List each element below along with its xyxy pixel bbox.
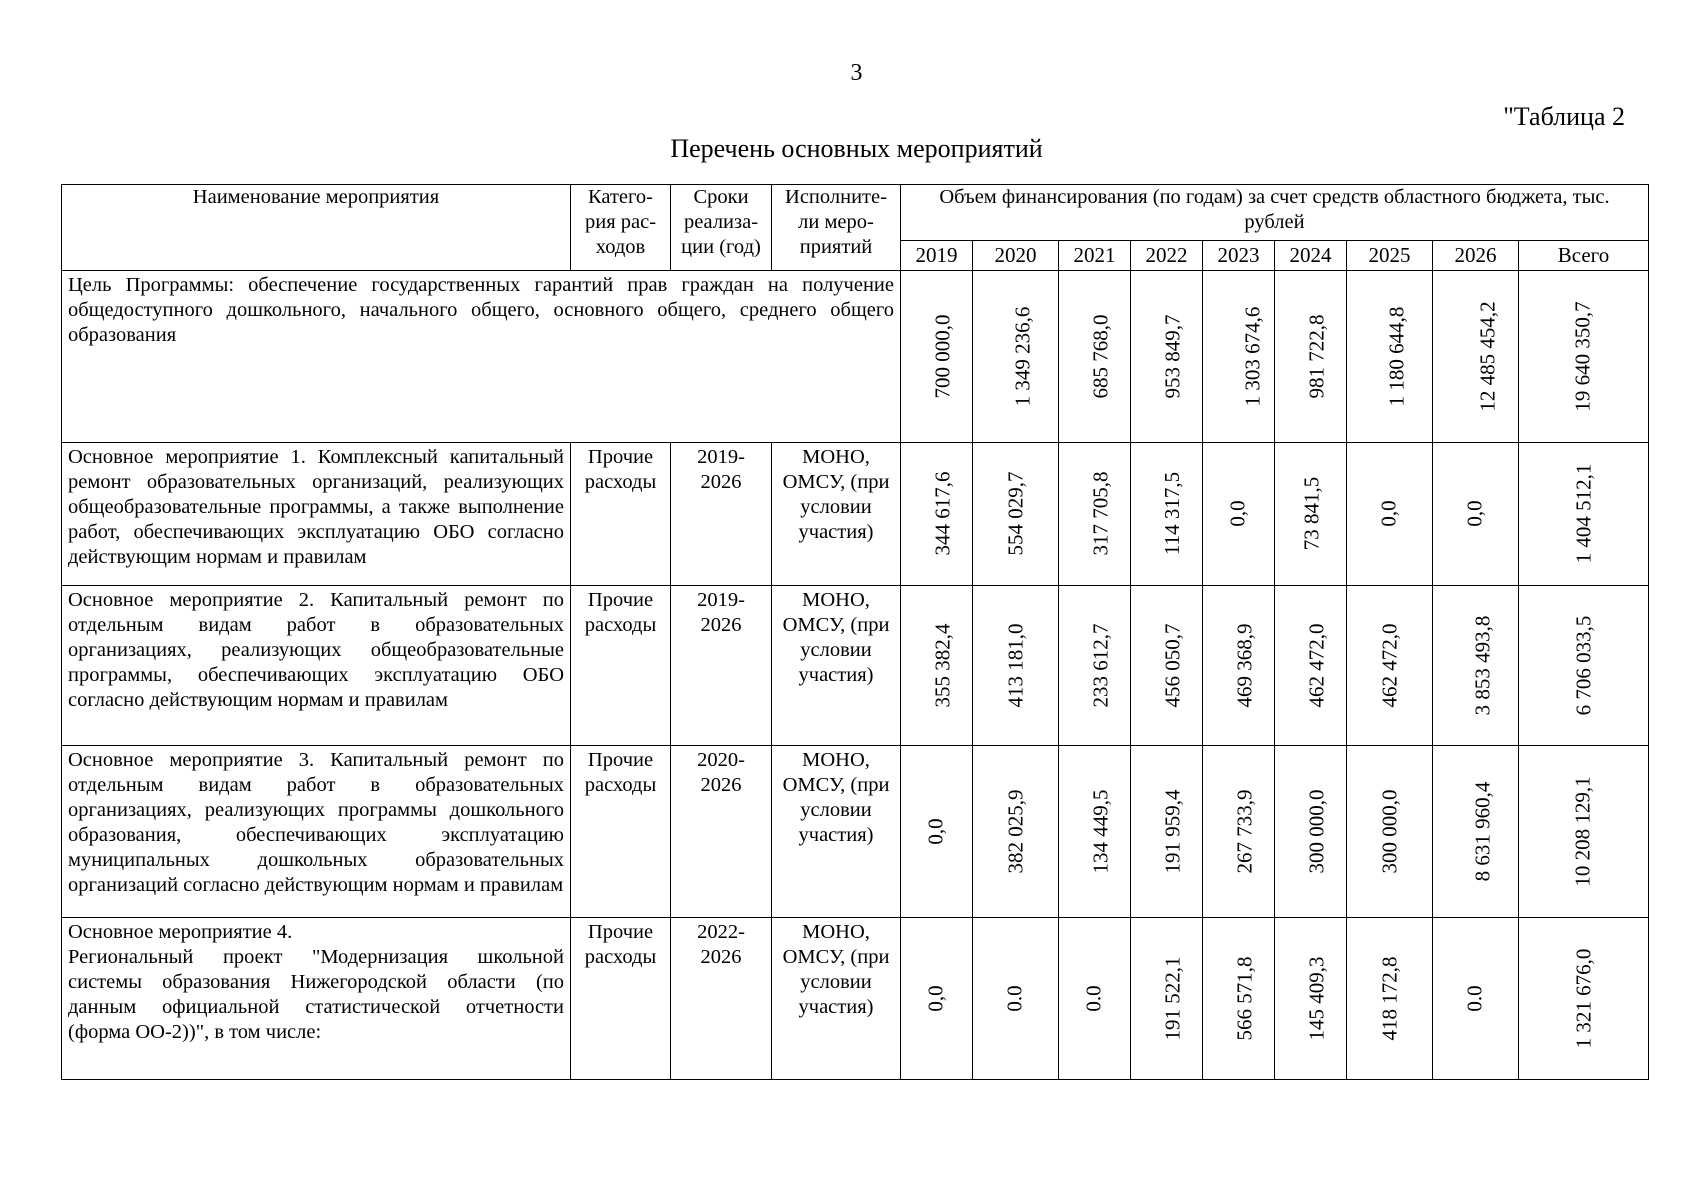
value-2022: 114 317,5 (1160, 471, 1185, 556)
goal-row (62, 271, 1649, 443)
activity-executors: МОНО, ОМСУ, (при условии участия) (772, 746, 901, 918)
table-row (62, 746, 1649, 918)
year-2021: 2021 (1059, 241, 1131, 271)
year-total: Всего (1519, 241, 1649, 271)
value-2025: 418 172,8 (1377, 956, 1401, 1040)
year-2023: 2023 (1203, 241, 1275, 271)
activity-category: Прочие расходы (571, 918, 671, 1080)
activity-category: Прочие расходы (571, 586, 671, 746)
header-category: Катего-рия рас-ходов (571, 185, 671, 271)
value-2026: 0,0 (1463, 500, 1487, 527)
activity-executors: МОНО, ОМСУ, (при условии участия) (772, 586, 901, 746)
page-number: 3 (850, 60, 863, 86)
activity-period: 2019-2026 (671, 586, 772, 746)
year-2019: 2019 (901, 241, 973, 271)
activity-period: 2019-2026 (671, 443, 772, 586)
activity-name-body: Региональный проект "Модернизация школьной системы образования Нижегородской области (по данным официальной статистической отчетности (форма ОО-2))", в том числе: (68, 946, 564, 1043)
value-2021: 317 705,8 (1088, 471, 1113, 556)
table-row (62, 586, 1649, 746)
goal-value-2021: 685 768,0 (1088, 314, 1113, 398)
value-2020: 0.0 (1003, 984, 1027, 1012)
year-2025: 2025 (1347, 241, 1433, 271)
activity-executors: МОНО, ОМСУ, (при условии участия) (772, 443, 901, 586)
value-2019: 355 382,4 (930, 623, 955, 707)
value-2025: 462 472,0 (1377, 623, 1401, 707)
value-2025: 0,0 (1377, 500, 1401, 527)
value-total: 6 706 033,5 (1571, 615, 1595, 715)
activity-period: 2020-2026 (671, 746, 772, 918)
goal-text: Цель Программы: обеспечение государственных гарантий прав граждан на получение общедоступного дошкольного, начального общего, основного общего, среднего общего образования (62, 271, 901, 443)
value-total: 1 404 512,1 (1571, 463, 1595, 564)
activity-name: Основное мероприятие 3. Капитальный ремонт по отдельным видам работ в образовательных организациях, реализующих программы дошкольного образования, обеспечивающих эксплуатацию муниципальных дошкольных образовательных организаций согласно действующим нормам и правилам (62, 746, 571, 918)
year-2026: 2026 (1433, 241, 1519, 271)
value-2022: 456 050,7 (1160, 623, 1185, 707)
value-2021: 134 449,5 (1088, 789, 1113, 873)
value-2019: 0,0 (924, 817, 948, 845)
value-2019: 0,0 (924, 984, 948, 1012)
goal-value-2020: 1 349 236,6 (1010, 306, 1035, 406)
activity-executors: МОНО, ОМСУ, (при условии участия) (772, 918, 901, 1080)
goal-value-2026: 12 485 454,2 (1475, 300, 1500, 412)
value-2023: 469 368,9 (1232, 623, 1257, 707)
value-2024: 462 472,0 (1304, 623, 1329, 707)
value-2022: 191 959,4 (1160, 789, 1185, 873)
value-total: 1 321 676,0 (1571, 948, 1595, 1048)
value-2023: 566 571,8 (1232, 956, 1257, 1040)
activity-category: Прочие расходы (571, 746, 671, 918)
table-row (62, 443, 1649, 586)
goal-value-2025: 1 180 644,8 (1384, 306, 1409, 406)
goal-value-total: 19 640 350,7 (1571, 300, 1595, 412)
value-2022: 191 522,1 (1160, 956, 1185, 1040)
year-2024: 2024 (1275, 241, 1347, 271)
value-2020: 382 025,9 (1003, 789, 1027, 873)
value-2019: 344 617,6 (930, 471, 955, 556)
activity-category: Прочие расходы (571, 443, 671, 586)
activity-period: 2022-2026 (671, 918, 772, 1080)
year-2022: 2022 (1131, 241, 1203, 271)
value-2024: 73 841,5 (1299, 476, 1324, 551)
value-2024: 145 409,3 (1304, 956, 1329, 1040)
value-2026: 8 631 960,4 (1470, 781, 1495, 881)
value-2026: 0.0 (1463, 984, 1487, 1012)
value-2020: 554 029,7 (1003, 471, 1027, 556)
goal-value-2023: 1 303 674,6 (1240, 306, 1265, 406)
goal-value-2022: 953 849,7 (1160, 314, 1185, 398)
value-2024: 300 000,0 (1304, 789, 1329, 873)
table-label: "Таблица 2 (1503, 102, 1625, 131)
activity-name: Основное мероприятие 1. Комплексный капитальный ремонт образовательных организаций, реализующих общеобразовательные программы, а также выполнение работ, обеспечивающих эксплуатацию ОБО согласно действующим нормам и правилам (62, 443, 571, 586)
goal-value-2019: 700 000,0 (930, 314, 955, 398)
header-period: Сроки реализа-ции (год) (671, 185, 772, 271)
value-2025: 300 000,0 (1377, 789, 1401, 873)
table-row (62, 918, 1649, 1080)
value-2020: 413 181,0 (1003, 623, 1027, 707)
activity-name-line1: Основное мероприятие 4. (68, 921, 293, 943)
header-name: Наименование мероприятия (62, 185, 571, 271)
value-2023: 0,0 (1226, 500, 1250, 527)
value-2021: 233 612,7 (1088, 623, 1113, 707)
year-2020: 2020 (973, 241, 1059, 271)
activities-table (61, 184, 1649, 1080)
activity-name: Основное мероприятие 2. Капитальный ремонт по отдельным видам работ в образовательных организациях, реализующих общеобразовательные программы, обеспечивающих эксплуатацию ОБО согласно действующим нормам и правилам (62, 586, 571, 746)
header-financing: Объем финансирования (по годам) за счет средств областного бюджета, тыс. рублей (901, 185, 1649, 241)
value-2026: 3 853 493,8 (1470, 615, 1495, 715)
goal-value-2024: 981 722,8 (1304, 314, 1329, 398)
page-title: Перечень основных мероприятий (670, 134, 1043, 163)
value-2021: 0.0 (1082, 984, 1106, 1012)
activity-name (62, 918, 571, 1080)
header-executors: Исполните-ли меро-приятий (772, 185, 901, 271)
value-total: 10 208 129,1 (1571, 775, 1595, 887)
value-2023: 267 733,9 (1232, 789, 1257, 873)
